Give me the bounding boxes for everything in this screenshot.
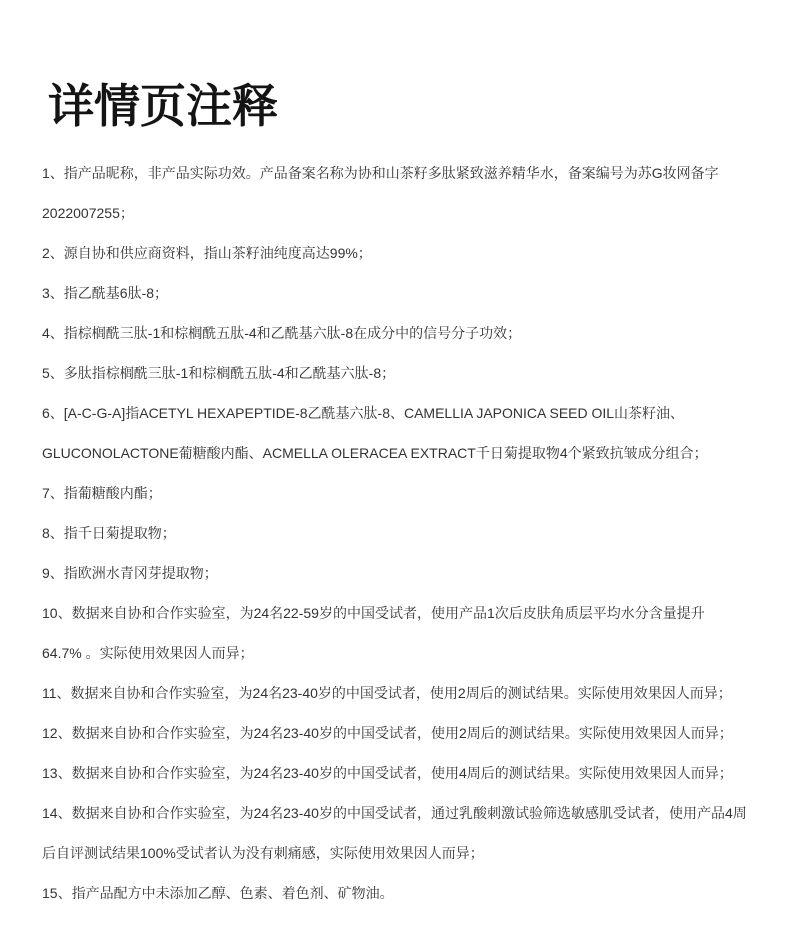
note-5 — [42, 353, 772, 393]
note-line: 2022007255； — [42, 205, 134, 221]
note-line: 1、指产品昵称，非产品实际功效。产品备案名称为协和山茶籽多肽紧致滋养精华水，备案编号为苏G妆网备字 — [42, 165, 719, 181]
note-13 — [42, 753, 772, 793]
note-line: 8、指千日菊提取物； — [42, 525, 176, 541]
note-line: 6、[A-C-G-A]指ACETYL HEXAPEPTIDE-8乙酰基六肽-8、CAMELLIA JAPONICA SEED OIL山茶籽油、 — [42, 405, 685, 421]
note-9 — [42, 553, 772, 593]
note-line: 5、多肽指棕榈酰三肽-1和棕榈酰五肽-4和乙酰基六肽-8； — [42, 365, 396, 381]
note-line: 12、数据来自协和合作实验室，为24名23-40岁的中国受试者，使用2周后的测试结果。实际使用效果因人而异； — [42, 725, 733, 741]
note-10 — [42, 593, 772, 673]
note-15 — [42, 873, 772, 913]
note-11 — [42, 673, 772, 713]
note-line: 4、指棕榈酰三肽-1和棕榈酰五肽-4和乙酰基六肽-8在成分中的信号分子功效； — [42, 325, 522, 341]
note-12 — [42, 713, 772, 753]
note-line: 后自评测试结果100%受试者认为没有刺痛感，实际使用效果因人而异； — [42, 845, 484, 861]
page-title: 详情页注释 — [48, 79, 278, 133]
note-line: 64.7% 。实际使用效果因人而异； — [42, 645, 254, 661]
note-1 — [42, 153, 772, 233]
note-3 — [42, 273, 772, 313]
note-6 — [42, 393, 772, 473]
note-line: 15、指产品配方中未添加乙醇、色素、着色剂、矿物油。 — [42, 885, 394, 901]
note-line: 11、数据来自协和合作实验室，为24名23-40岁的中国受试者，使用2周后的测试结果。实际使用效果因人而异； — [42, 685, 732, 701]
note-7 — [42, 473, 772, 513]
notes-list — [42, 153, 772, 913]
note-14 — [42, 793, 772, 873]
note-line: GLUCONOLACTONE葡糖酸内酯、ACMELLA OLERACEA EXTRACT千日菊提取物4个紧致抗皱成分组合； — [42, 445, 708, 461]
note-line: 3、指乙酰基6肽-8； — [42, 285, 169, 301]
note-4 — [42, 313, 772, 353]
note-line: 9、指欧洲水青冈芽提取物； — [42, 565, 218, 581]
note-line: 14、数据来自协和合作实验室，为24名23-40岁的中国受试者，通过乳酸刺激试验筛选敏感肌受试者，使用产品4周 — [42, 805, 747, 821]
note-line: 13、数据来自协和合作实验室，为24名23-40岁的中国受试者，使用4周后的测试结果。实际使用效果因人而异； — [42, 765, 733, 781]
note-2 — [42, 233, 772, 273]
note-line: 7、指葡糖酸内酯； — [42, 485, 162, 501]
note-line: 2、源自协和供应商资料，指山茶籽油纯度高达99%； — [42, 245, 372, 261]
note-8 — [42, 513, 772, 553]
note-line: 10、数据来自协和合作实验室，为24名22-59岁的中国受试者，使用产品1次后皮肤角质层平均水分含量提升 — [42, 605, 705, 621]
